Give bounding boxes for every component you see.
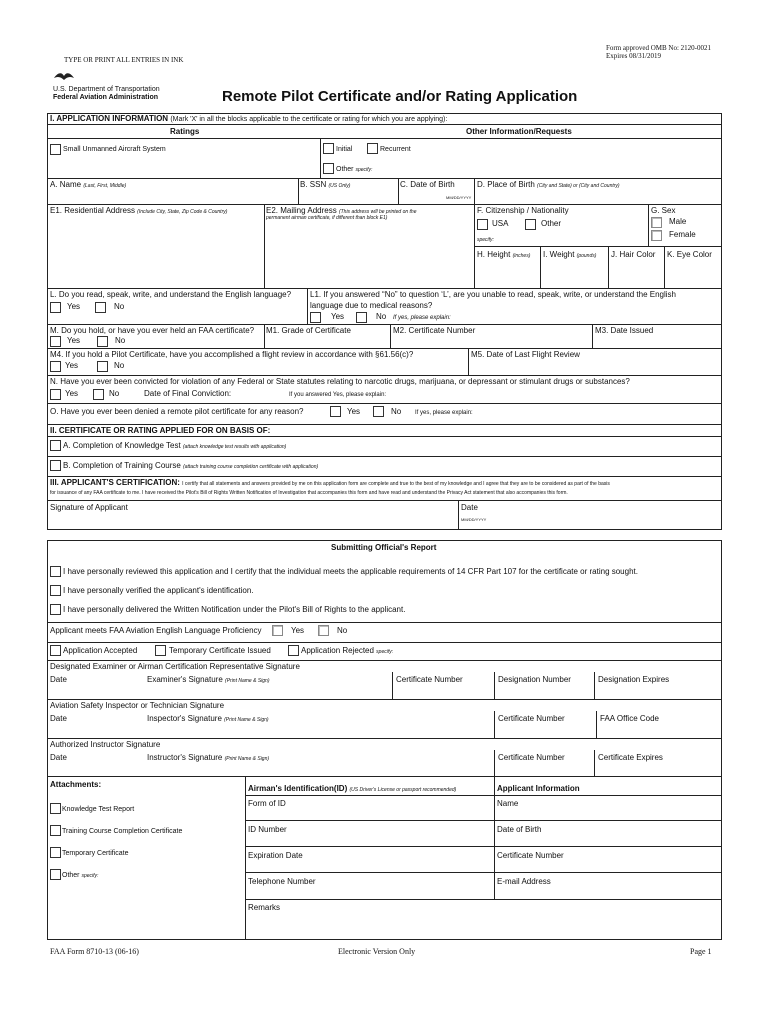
initial-checkbox[interactable]: [323, 143, 334, 154]
m1-label: M1. Grade of Certificate: [266, 326, 351, 335]
citizenship-label: F. Citizenship / Nationality: [477, 206, 569, 215]
temp-issued-label: Temporary Certificate Issued: [169, 646, 271, 655]
cert2-checkbox[interactable]: [50, 585, 61, 596]
accepted-checkbox[interactable]: [50, 645, 61, 656]
recurrent-label: Recurrent: [380, 146, 411, 153]
l1-explain: If yes, please explain:: [393, 315, 451, 321]
training-cert-label: Training Course Completion Certificate: [62, 828, 183, 835]
n-no-checkbox[interactable]: [93, 389, 104, 400]
question-o: O. Have you ever been denied a remote pilot certificate for any reason?: [50, 407, 304, 416]
name-field: A. Name (Last, First, Middle): [50, 180, 127, 189]
m4-yes-checkbox[interactable]: [50, 361, 61, 372]
o-yes-checkbox[interactable]: [330, 406, 341, 417]
attachments-heading: Attachments:: [50, 780, 102, 789]
l-no-checkbox[interactable]: [95, 302, 106, 313]
other-info-header: Other Information/Requests: [466, 127, 572, 136]
suas-checkbox[interactable]: [50, 144, 61, 155]
height-field: H. Height (inches): [477, 250, 531, 259]
male-checkbox[interactable]: [651, 217, 662, 228]
n-explain: If you answered Yes, please explain:: [289, 392, 387, 398]
cert3-checkbox[interactable]: [50, 604, 61, 615]
training-course-checkbox[interactable]: [50, 460, 61, 471]
official-report-heading: Submitting Official's Report: [331, 543, 437, 552]
suas-label: Small Unmanned Aircraft System: [63, 146, 166, 153]
inspector-heading: Aviation Safety Inspector or Technician Signature: [50, 701, 225, 710]
l1-yes-label: Yes: [331, 312, 345, 321]
cert1-checkbox[interactable]: [50, 566, 61, 577]
training-course-basis: B. Completion of Training Course (attach training course completion certificate with application): [63, 461, 319, 470]
m-yes-checkbox[interactable]: [50, 336, 61, 347]
temp-cert-checkbox[interactable]: [50, 847, 61, 858]
instructor-heading: Authorized Instructor Signature: [50, 740, 161, 749]
applicant-info-heading: Applicant Information: [497, 784, 580, 793]
o-no-checkbox[interactable]: [373, 406, 384, 417]
designation-expires[interactable]: Designation Expires: [598, 675, 670, 684]
l1-no-label: No: [376, 312, 387, 321]
m-no-checkbox[interactable]: [97, 336, 108, 347]
l-no-label: No: [114, 302, 125, 311]
n-yes-label: Yes: [65, 389, 79, 398]
knowledge-report-label: Knowledge Test Report: [62, 806, 135, 813]
knowledge-test-basis: A. Completion of Knowledge Test (attach knowledge test results with application): [63, 441, 287, 450]
knowledge-test-checkbox[interactable]: [50, 440, 61, 451]
form-title: Remote Pilot Certificate and/or Rating Application: [222, 88, 578, 105]
expiration-note: Expires 08/31/2019: [606, 52, 662, 60]
instructor-signature: Instructor's Signature (Print Name & Sign): [147, 753, 270, 762]
o-yes-label: Yes: [347, 407, 361, 416]
m4-no-checkbox[interactable]: [97, 361, 108, 372]
english-proficiency-label: Applicant meets FAA Aviation English Language Proficiency: [50, 626, 262, 635]
o-explain: If yes, please explain:: [415, 410, 473, 416]
female-label: Female: [669, 230, 696, 239]
knowledge-report-checkbox[interactable]: [50, 803, 61, 814]
dob-field-label: C. Date of Birth: [400, 180, 455, 189]
inspector-date[interactable]: Date: [50, 714, 67, 723]
other-attachment-checkbox[interactable]: [50, 869, 61, 880]
english-no-checkbox[interactable]: [318, 625, 329, 636]
mailing-address-note: permanent airman certificate, if different than block E1): [266, 215, 388, 221]
examiner-cert-number[interactable]: Certificate Number: [396, 675, 463, 684]
dot-faa-logo: [51, 70, 181, 104]
m2-label: M2. Certificate Number: [393, 326, 476, 335]
designation-number[interactable]: Designation Number: [498, 675, 571, 684]
examiner-signature: Examiner's Signature (Print Name & Sign): [147, 675, 270, 684]
usa-label: USA: [492, 219, 509, 228]
m5-label: M5. Date of Last Flight Review: [471, 350, 580, 359]
initial-label: Initial: [336, 146, 353, 153]
weight-field: I. Weight (pounds): [543, 250, 597, 259]
sex-label: G. Sex: [651, 206, 676, 215]
form-number: FAA Form 8710-13 (06-16): [50, 947, 139, 956]
male-label: Male: [669, 217, 687, 226]
cert1-text: I have personally reviewed this application and I certify that the individual meets the applicable requirements of 14 CFR Part 107 for the certificate or rating sought.: [63, 567, 638, 576]
l-yes-checkbox[interactable]: [50, 302, 61, 313]
page-number: Page 1: [690, 947, 712, 956]
recurrent-checkbox[interactable]: [367, 143, 378, 154]
instructor-date[interactable]: Date: [50, 753, 67, 762]
accepted-label: Application Accepted: [63, 646, 138, 655]
eagle-icon: [53, 70, 75, 84]
applicant-dob-field[interactable]: Date of Birth: [497, 825, 542, 834]
l1-no-checkbox[interactable]: [356, 312, 367, 323]
question-m4: M4. If you hold a Pilot Certificate, have you accomplished a flight review in accordance with §61.56(c)?: [50, 350, 414, 359]
applicant-date-format: MM/DD/YYYY: [461, 517, 487, 522]
temp-issued-checkbox[interactable]: [155, 645, 166, 656]
rejected-checkbox[interactable]: [288, 645, 299, 656]
temp-cert-label: Temporary Certificate: [62, 850, 129, 857]
section1-heading: I. APPLICATION INFORMATION (Mark 'X' in all the blocks applicable to the certificate or rating for which you are applying):: [50, 114, 448, 123]
instructor-cert-expires[interactable]: Certificate Expires: [598, 753, 663, 762]
examiner-date[interactable]: Date: [50, 675, 67, 684]
english-yes-label: Yes: [291, 626, 305, 635]
cert3-text: I have personally delivered the Written Notification under the Pilot's Bill of Rights to the applicant.: [63, 605, 406, 614]
residential-address-field: E1. Residential Address (Include City, State, Zip Code & Country): [50, 206, 228, 215]
n-yes-checkbox[interactable]: [50, 389, 61, 400]
applicant-name-field[interactable]: Name: [497, 799, 519, 808]
form-of-id-field[interactable]: Form of ID: [248, 799, 286, 808]
eye-color-label: K. Eye Color: [667, 250, 712, 259]
m-no-label: No: [115, 336, 126, 345]
applicant-signature-field[interactable]: Signature of Applicant: [50, 503, 128, 512]
n-conviction-date: Date of Final Conviction:: [144, 389, 232, 398]
m3-label: M3. Date Issued: [595, 326, 654, 335]
other-citizen-checkbox[interactable]: [525, 219, 536, 230]
remarks-field[interactable]: Remarks: [248, 903, 281, 912]
l1-yes-checkbox[interactable]: [310, 312, 321, 323]
instructor-cert-number[interactable]: Certificate Number: [498, 753, 565, 762]
cert2-text: I have personally verified the applicant's identification.: [63, 586, 254, 595]
english-no-label: No: [337, 626, 348, 635]
m4-no-label: No: [114, 361, 125, 370]
faa-office-code[interactable]: FAA Office Code: [600, 714, 659, 723]
ratings-header: Ratings: [170, 127, 200, 136]
mailing-address-field: E2. Mailing Address (This address will be printed on the: [266, 206, 417, 215]
hair-color-label: J. Hair Color: [611, 250, 656, 259]
airman-id-heading: Airman's Identification(ID) (US Driver's License or passport recommended): [248, 784, 457, 793]
applicant-date-field[interactable]: Date: [461, 503, 478, 512]
english-yes-checkbox[interactable]: [272, 625, 283, 636]
question-m: M. Do you hold, or have you ever held an FAA certificate?: [50, 326, 255, 335]
other-attachment-label: Other specify:: [62, 872, 99, 879]
section3-heading: III. APPLICANT'S CERTIFICATION: I certify that all statements and answers provided by me on this application form are complete and true to the best of my knowledge and I agree that they are to be considered as part of the basis: [50, 478, 610, 487]
dob-format: MM/DD/YYYY: [446, 195, 472, 200]
other-request-label: Other specify:: [336, 166, 373, 173]
o-no-label: No: [391, 407, 402, 416]
rejected-label: Application Rejected specify:: [301, 646, 394, 655]
citizen-specify: specify:: [477, 237, 494, 243]
print-instruction: TYPE OR PRINT ALL ENTRIES IN INK: [64, 56, 184, 64]
usa-checkbox[interactable]: [477, 219, 488, 230]
agency-line-1: U.S. Department of Transportation: [53, 86, 160, 93]
inspector-cert-number[interactable]: Certificate Number: [498, 714, 565, 723]
email-field[interactable]: E-mail Address: [497, 877, 551, 886]
other-request-checkbox[interactable]: [323, 163, 334, 174]
m4-yes-label: Yes: [65, 361, 79, 370]
agency-line-2: Federal Aviation Administration: [53, 94, 159, 101]
section2-heading: II. CERTIFICATE OR RATING APPLIED FOR ON BASIS OF:: [50, 426, 271, 435]
applicant-cert-number-field[interactable]: Certificate Number: [497, 851, 564, 860]
pob-field: D. Place of Birth (City and State) or (City and Country): [477, 180, 620, 189]
inspector-signature: Inspector's Signature (Print Name & Sign): [147, 714, 269, 723]
question-l1: L1. If you answered “No” to question ‘L’, are you unable to read, speak, write, or understand the English: [310, 290, 676, 299]
question-n: N. Have you ever been convicted for violation of any Federal or State statutes relating to narcotic drugs, marijuana, or depressant or stimulant drugs or substances?: [50, 377, 630, 386]
telephone-field[interactable]: Telephone Number: [248, 877, 316, 886]
examiner-heading: Designated Examiner or Airman Certification Representative Signature: [50, 662, 300, 671]
ssn-field: B. SSN (US Only): [300, 180, 351, 189]
other-citizen-label: Other: [541, 219, 562, 228]
training-cert-checkbox[interactable]: [50, 825, 61, 836]
m-yes-label: Yes: [67, 336, 81, 345]
female-checkbox[interactable]: [651, 230, 662, 241]
version-note: Electronic Version Only: [338, 947, 416, 956]
l-yes-label: Yes: [67, 302, 81, 311]
expiration-date-field[interactable]: Expiration Date: [248, 851, 303, 860]
question-l: L. Do you read, speak, write, and understand the English language?: [50, 290, 292, 299]
certification-text: for issuance of any FAA certificate to me. I have received the Pilot's Bill of Rights Written Notification of Investigation that accompanies this form and have read and understand the Privacy Act statement that also accompanies this form.: [50, 490, 568, 496]
omb-number: Form approved OMB No: 2120-0021: [606, 44, 711, 52]
id-number-field[interactable]: ID Number: [248, 825, 287, 834]
n-no-label: No: [109, 389, 120, 398]
question-l1-cont: language due to medical reasons?: [310, 301, 433, 310]
